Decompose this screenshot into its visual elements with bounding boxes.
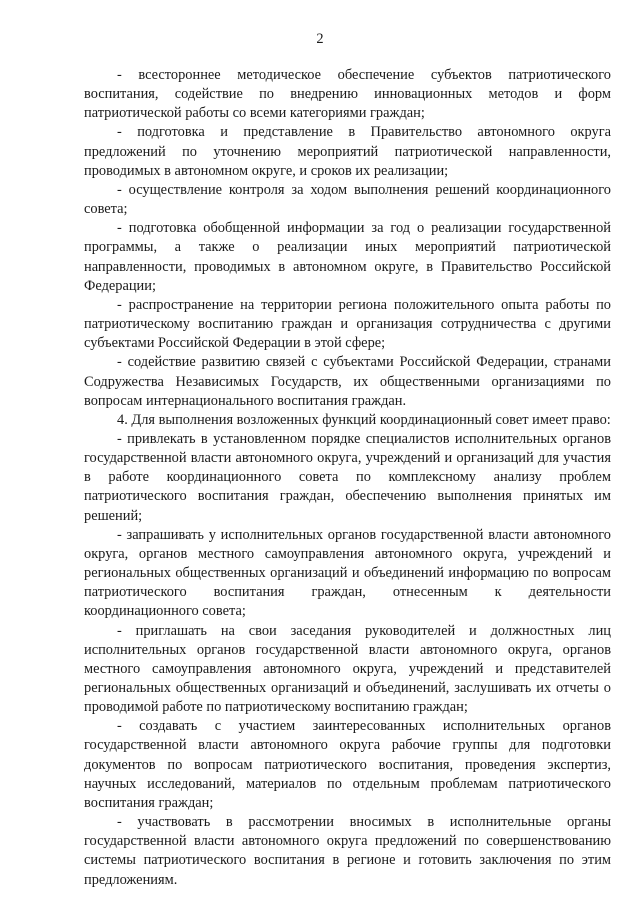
paragraph-review-proposals: - участвовать в рассмотрении вносимых в исполнительные органы государственной власти автономного округа предложений по совершенствованию системы патриотического воспитания в регионе и готовить заключения по этим предложениям. bbox=[84, 814, 611, 888]
paragraph-cooperation-ties: - содействие развитию связей с субъектами Российской Федерации, странами Содружества Независимых Государств, их общественными организациями по вопросам интернационального воспитания граждан. bbox=[84, 354, 611, 409]
page-number: 2 bbox=[316, 31, 324, 47]
paragraph-proposals-to-government: - подготовка и представление в Правительство автономного округа предложений по уточнению мероприятий патриотической направленности, проводимых в автономном округе, и сроков их реализации; bbox=[84, 124, 611, 179]
paragraph-methodical-support: - всестороннее методическое обеспечение субъектов патриотического воспитания, содействие по внедрению инновационных методов и форм патриотической работы со всеми категориями граждан; bbox=[84, 67, 611, 122]
paragraph-invite-officials: - приглашать на свои заседания руководителей и должностных лиц исполнительных органов государственной власти автономного округа, органов местного самоуправления автономного округа, учреждений и представителей региональных общественных организаций и объединений, заслушивать их отчеты о проводимой работе по патриотическому воспитанию граждан; bbox=[84, 622, 611, 716]
document-body bbox=[84, 66, 611, 890]
paragraph-annual-information: - подготовка обобщенной информации за год о реализации государственной программы, а также о реализации иных мероприятий патриотической направленности, проводимых в автономном округе, в Правительство Российской Федерации; bbox=[84, 220, 611, 294]
paragraph-working-groups: - создавать с участием заинтересованных исполнительных органов государственной власти автономного округа рабочие группы для подготовки документов по вопросам патриотического воспитания, проведения экспертиз, научных исследований, материалов по отдельным проблемам патриотического воспитания граждан; bbox=[84, 718, 611, 811]
paragraph-request-information: - запрашивать у исполнительных органов государственной власти автономного округа, органов местного самоуправления автономного округа, учреждений и региональных общественных организаций и объединений информацию по вопросам патриотического воспитания граждан, отнесенным к деятельности координационного совета; bbox=[84, 526, 611, 620]
paragraph-control-of-decisions: - осуществление контроля за ходом выполнения решений координационного совета; bbox=[84, 181, 611, 218]
paragraph-engage-specialists: - привлекать в установленном порядке специалистов исполнительных органов государственной власти автономного округа, учреждений и организаций для участия в работе координационного совета по комплексному анализу проблем патриотического воспитания граждан, обеспечению выполнения принятых им решений; bbox=[84, 430, 611, 524]
paragraph-section-4-heading: 4. Для выполнения возложенных функций координационный совет имеет право: bbox=[117, 411, 611, 428]
paragraph-experience-dissemination: - распространение на территории региона положительного опыта работы по патриотическому воспитанию граждан и организация сотрудничества с другими субъектами Российской Федерации в этой сфере; bbox=[84, 296, 611, 352]
